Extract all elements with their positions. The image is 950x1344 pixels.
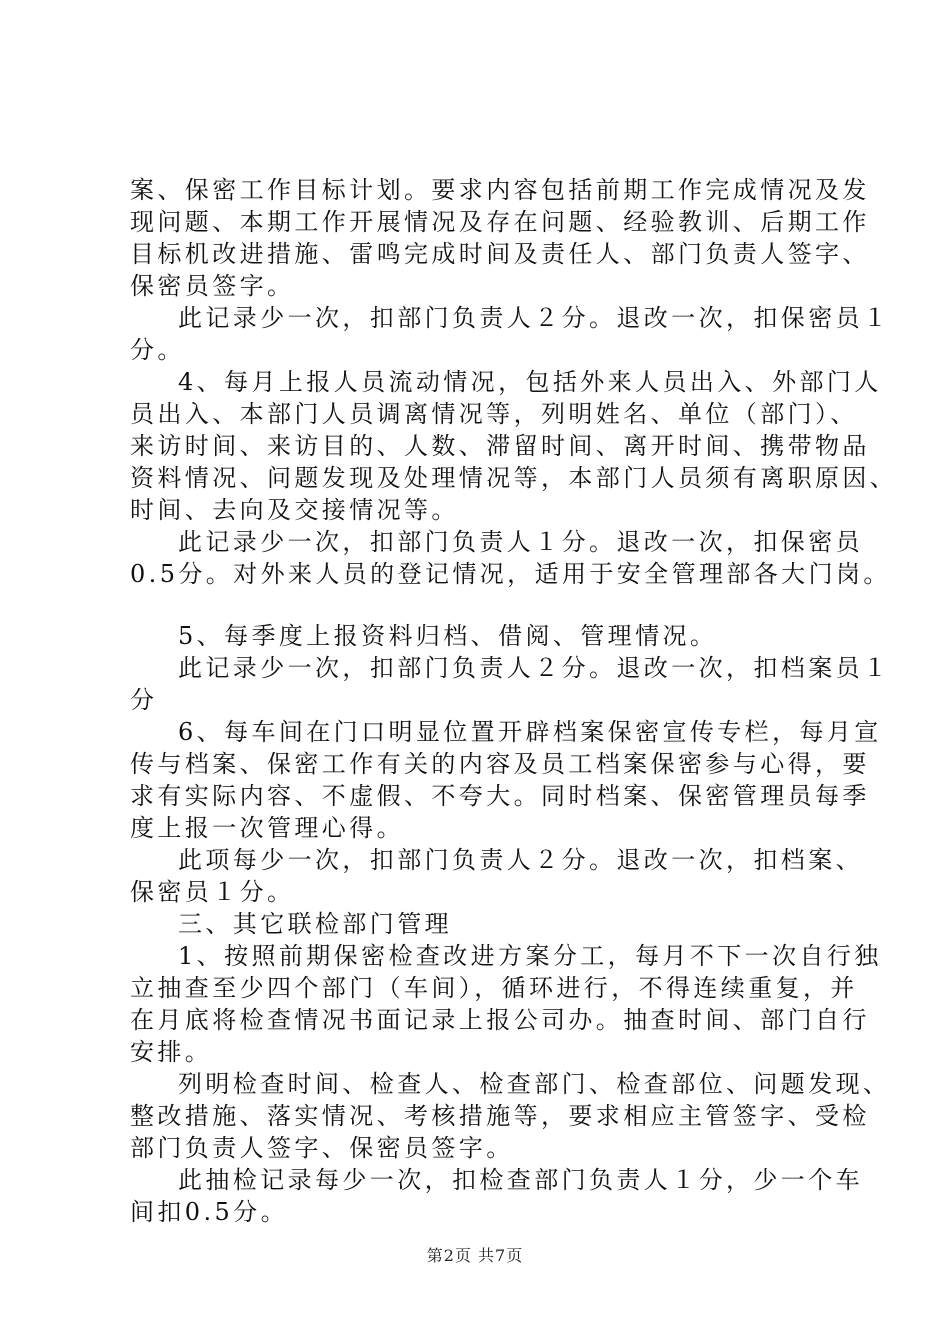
text-line: 传与档案、保密工作有关的内容及员工档案保密参与心得，要	[130, 750, 870, 778]
text-line: 立抽查至少四个部门（车间），循环进行，不得连续重复，并	[130, 974, 858, 1002]
text-line: 保密员签字。	[130, 272, 295, 300]
text-line: 此抽检记录每少一次，扣检查部门负责人１分，少一个车	[178, 1166, 863, 1194]
text-line: 0.5分。对外来人员的登记情况，适用于安全管理部各大门岗。	[130, 560, 891, 588]
text-line: 此记录少一次，扣部门负责人２分。退改一次，扣档案员１	[178, 654, 891, 682]
text-line: 此记录少一次，扣部门负责人１分。退改一次，扣保密员	[178, 528, 863, 556]
paragraph	[130, 940, 882, 1068]
text-line: 分	[130, 686, 158, 714]
text-line: 1、按照前期保密检查改进方案分工，每月不下一次自行独	[178, 942, 882, 970]
paragraph	[130, 620, 850, 652]
text-line: 此记录少一次，扣部门负责人２分。退改一次，扣保密员１	[178, 304, 891, 332]
text-line: 三、其它联检部门管理	[178, 910, 452, 938]
text-line: 资料情况、问题发现及处理情况等，本部门人员须有离职原因、	[130, 464, 898, 492]
text-line: 6、每车间在门口明显位置开辟档案保密宣传专栏，每月宣	[178, 718, 882, 746]
text-line: 来访时间、来访目的、人数、滞留时间、离开时间、携带物品	[130, 432, 870, 460]
paragraph	[130, 1068, 891, 1164]
paragraph	[130, 526, 891, 590]
text-line: 现问题、本期工作开展情况及存在问题、经验教训、后期工作	[130, 208, 870, 236]
section-heading	[130, 908, 850, 940]
text-line: 时间、去向及交接情况等。	[130, 496, 459, 524]
text-line: 目标机改进措施、雷鸣完成时间及责任人、部门负责人签字、	[130, 240, 870, 268]
text-line: 部门负责人签字、保密员签字。	[130, 1134, 514, 1162]
paragraph	[130, 1164, 863, 1228]
paragraph	[130, 716, 882, 844]
page-number-footer: 第2页 共7页	[426, 1246, 524, 1265]
text-line: 在月底将检查情况书面记录上报公司办。抽查时间、部门自行	[130, 1006, 870, 1034]
text-line: 此项每少一次，扣部门负责人２分。退改一次，扣档案、	[178, 846, 863, 874]
text-line: 列明检查时间、检查人、检查部门、检查部位、问题发现、	[178, 1070, 891, 1098]
text-line: 度上报一次管理心得。	[130, 814, 404, 842]
text-line: 员出入、本部门人员调离情况等，列明姓名、单位（部门）、	[130, 400, 858, 428]
text-line: 间扣0.5分。	[130, 1198, 288, 1226]
text-line: 安排。	[130, 1038, 213, 1066]
paragraph	[130, 652, 891, 716]
text-line: 4、每月上报人员流动情况，包括外来人员出入、外部门人	[178, 368, 882, 396]
text-line: 求有实际内容、不虚假、不夸大。同时档案、保密管理员每季	[130, 782, 870, 810]
paragraph	[130, 844, 863, 908]
text-line: 保密员１分。	[130, 878, 295, 906]
paragraph	[130, 302, 891, 366]
text-line: 分。	[130, 336, 185, 364]
paragraph	[130, 366, 898, 526]
text-line: 5、每季度上报资料归档、借阅、管理情况。	[178, 622, 718, 650]
document-body	[130, 174, 898, 1228]
text-line: 整改措施、落实情况、考核措施等，要求相应主管签字、受检	[130, 1102, 870, 1130]
text-line: 案、保密工作目标计划。要求内容包括前期工作完成情况及发	[130, 176, 870, 204]
paragraph-spacer	[130, 590, 850, 620]
paragraph	[130, 174, 870, 302]
